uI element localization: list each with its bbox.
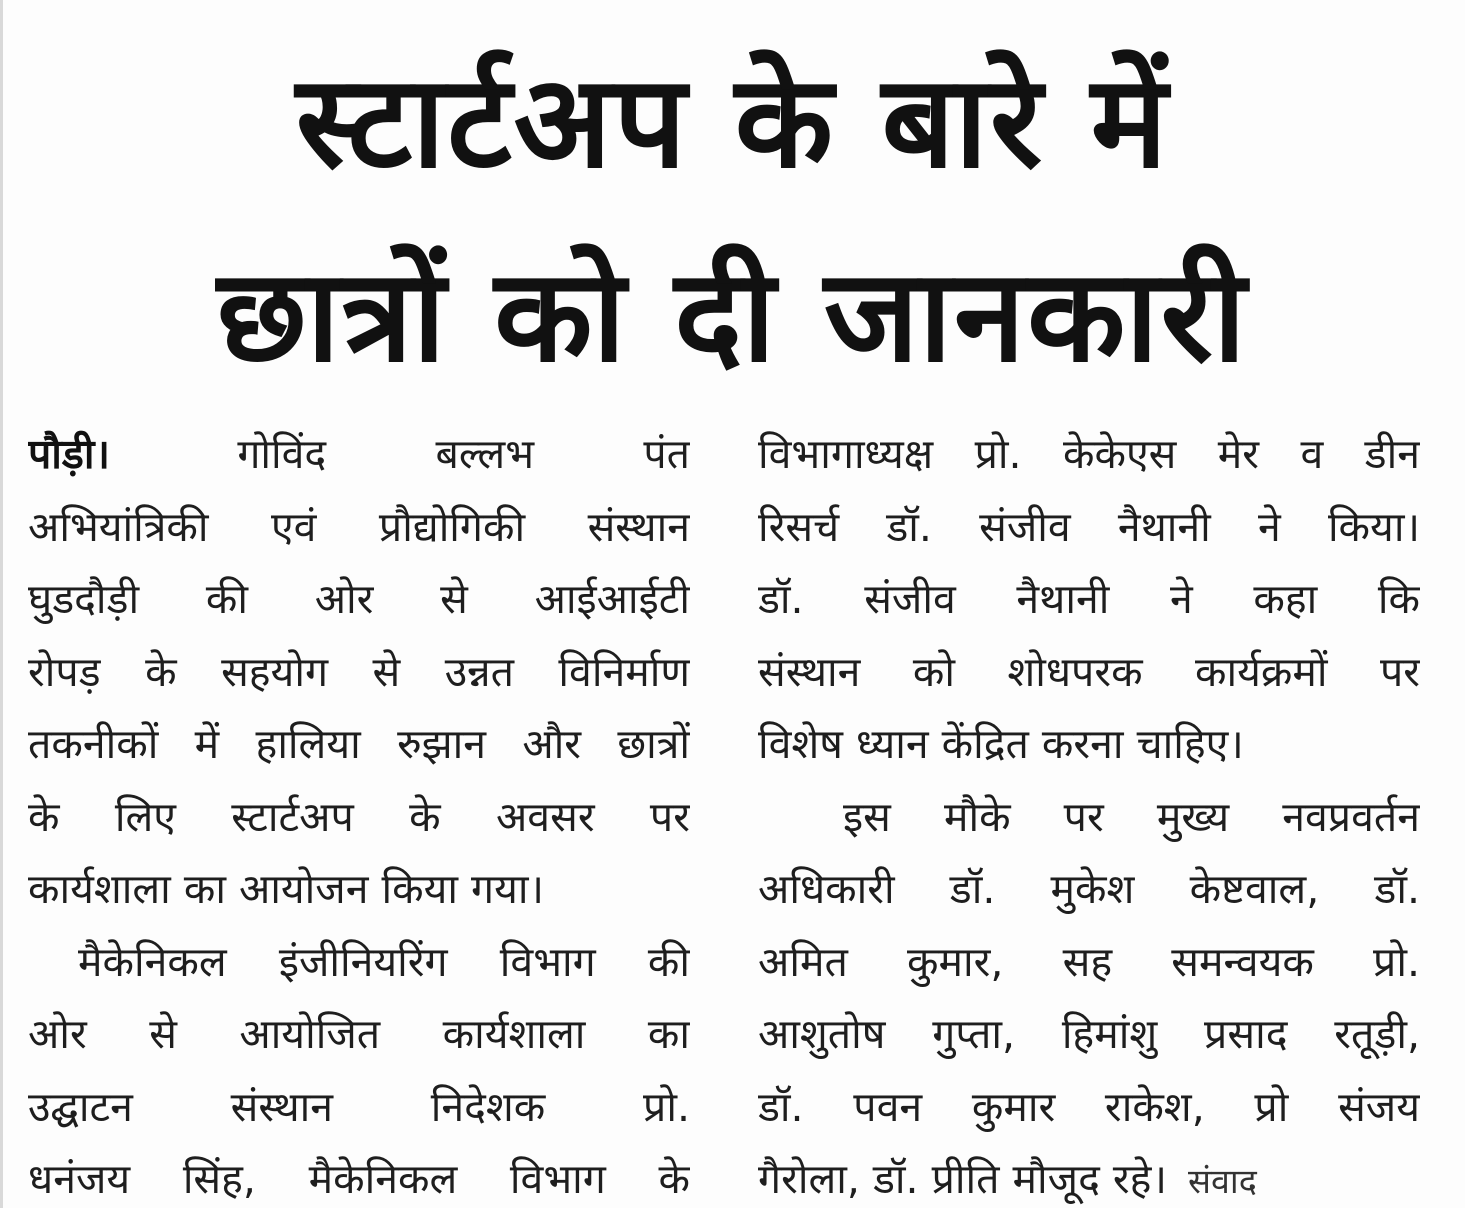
page-edge	[0, 0, 3, 1208]
article-line: अमित कुमार, सह समन्वयक प्रो.	[758, 937, 1420, 986]
article-column-right	[758, 418, 1420, 1216]
article-line: आशुतोष गुप्ता, हिमांशु प्रसाद रतूड़ी,	[758, 1010, 1420, 1058]
article-line: डॉ. पवन कुमार राकेश, प्रो संजय	[758, 1082, 1420, 1131]
headline-line-1: स्टार्टअप के बारे में	[295, 48, 1170, 197]
article-line	[758, 1143, 1420, 1216]
article-line: घुडदौड़ी की ओर से आईआईटी	[28, 575, 690, 623]
article-text: गोविंद बल्लभ पंत	[237, 430, 690, 478]
article-line: संस्थान को शोधपरक कार्यक्रमों पर	[758, 647, 1420, 696]
headline-line-2: छात्रों को दी जानकारी	[216, 242, 1249, 391]
article-line: ओर से आयोजित कार्यशाला का	[28, 1010, 690, 1058]
article-column-left	[28, 418, 690, 1216]
article-line: उद्घाटन संस्थान निदेशक प्रो.	[28, 1082, 690, 1131]
article-line: रोपड़ के सहयोग से उन्नत विनिर्माण	[28, 647, 690, 696]
article-line: इस मौके पर मुख्य नवप्रवर्तन	[843, 792, 1420, 841]
article-line: विभागाध्यक्ष प्रो. केकेएस मेर व डीन	[758, 430, 1420, 478]
article-line: के लिए स्टार्टअप के अवसर पर	[28, 792, 690, 841]
article-line: डॉ. संजीव नैथानी ने कहा कि	[758, 575, 1420, 623]
article-line: विशेष ध्यान केंद्रित करना चाहिए।	[758, 720, 1244, 768]
article-line: मैकेनिकल इंजीनियरिंग विभाग की	[78, 937, 690, 986]
dateline: पौड़ी।	[28, 430, 110, 478]
article-line: अधिकारी डॉ. मुकेश केष्टवाल, डॉ.	[758, 865, 1420, 913]
article-line: रिसर्च डॉ. संजीव नैथानी ने किया।	[758, 502, 1420, 551]
article-line	[28, 418, 690, 491]
article-line: अभियांत्रिकी एवं प्रौद्योगिकी संस्थान	[28, 502, 690, 551]
agency-credit: संवाद	[1188, 1162, 1257, 1202]
article-line: धनंजय सिंह, मैकेनिकल विभाग के	[28, 1155, 690, 1203]
article-line: कार्यशाला का आयोजन किया गया।	[28, 865, 545, 913]
article-line: तकनीकों में हालिया रुझान और छात्रों	[28, 720, 690, 768]
article-text: गैरोला, डॉ. प्रीति मौजूद रहे।	[758, 1155, 1167, 1203]
